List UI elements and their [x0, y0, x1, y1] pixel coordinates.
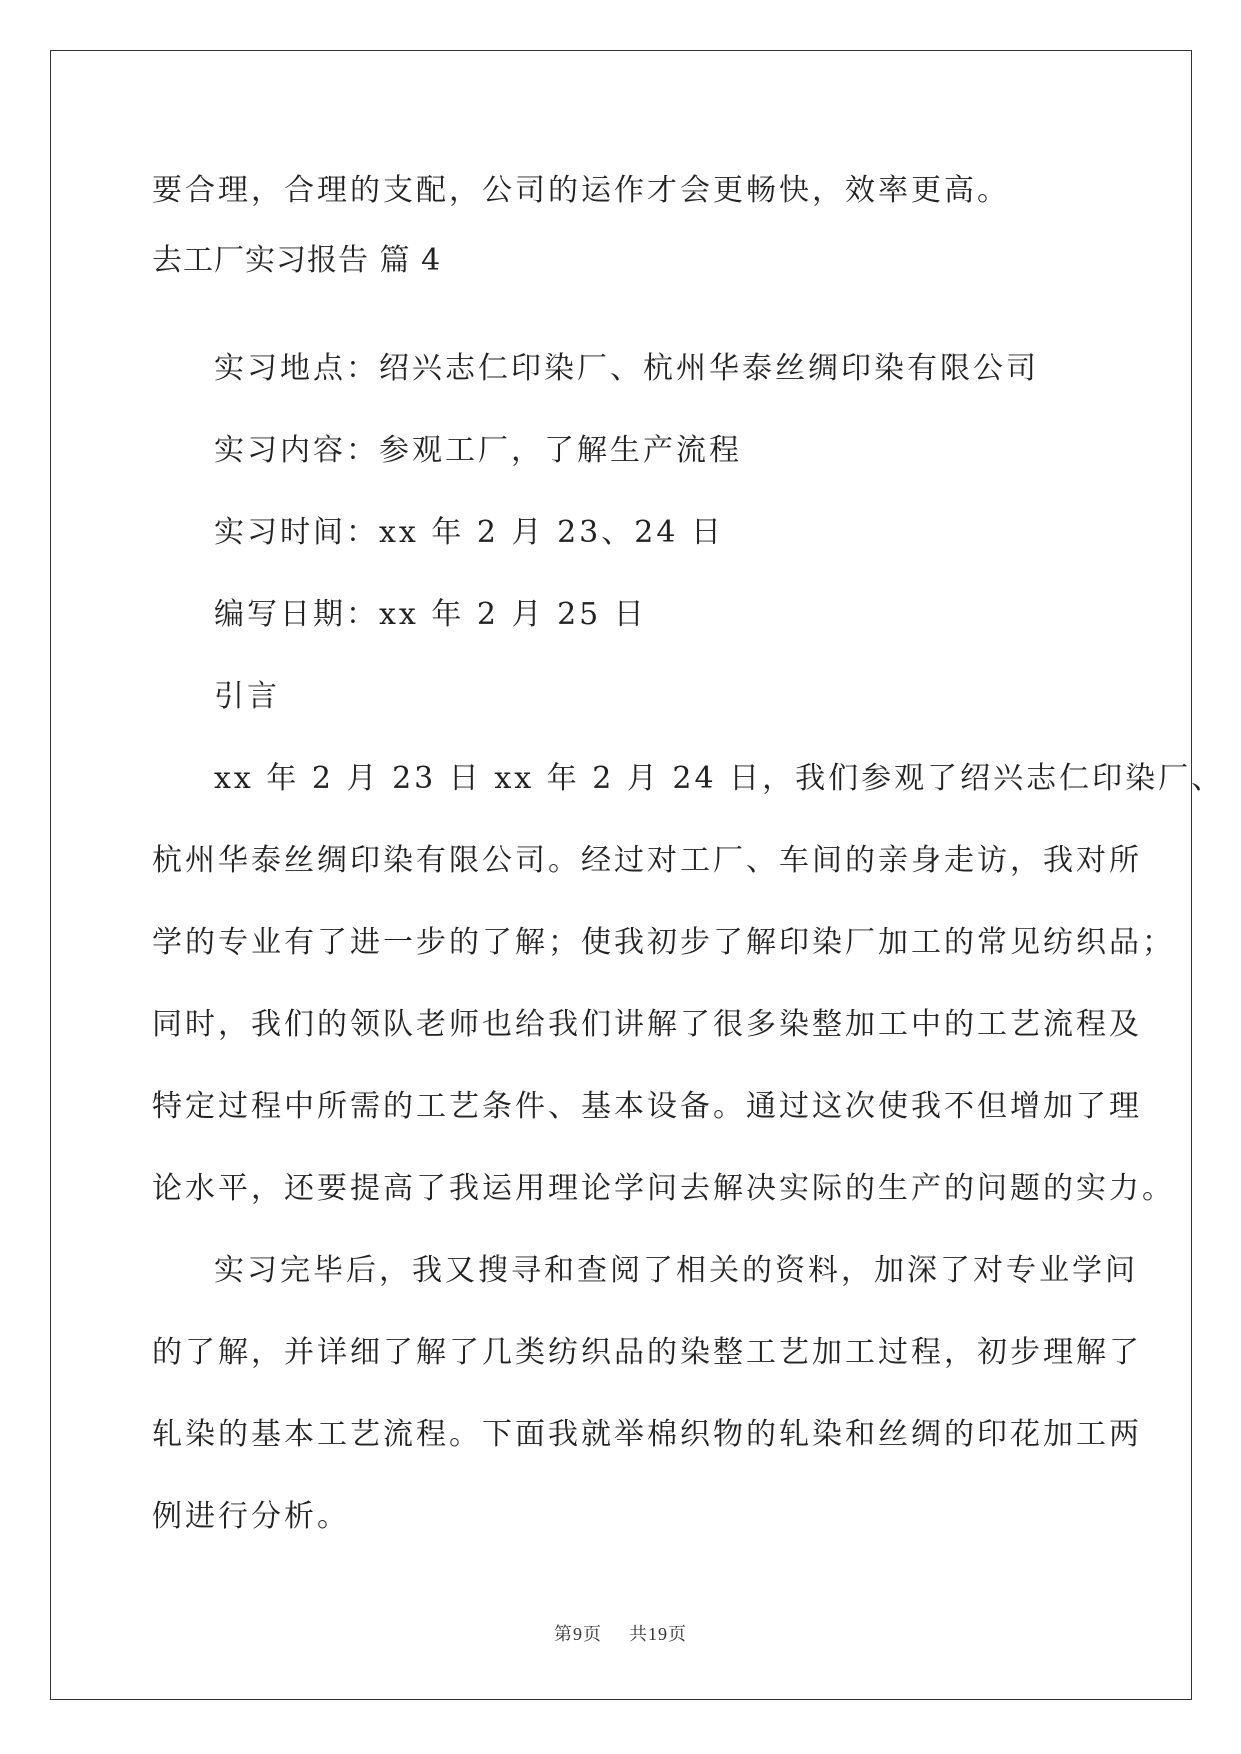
total-pages: 19: [647, 1624, 668, 1644]
document-body: [152, 160, 1225, 1558]
meta-content: 实习内容：参观工厂，了解生产流程: [214, 433, 742, 468]
page-prefix: 第: [554, 1624, 574, 1645]
paragraph-line: 杭州华泰丝绸印染有限公司。经过对工厂、车间的亲身走访，我对所: [152, 843, 1142, 878]
page-suffix: 页: [583, 1624, 603, 1645]
paragraph-line: 论水平，还要提高了我运用理论学问去解决实际的生产的问题的实力。: [152, 1171, 1175, 1206]
page-number: 9: [573, 1624, 584, 1644]
meta-date: 编写日期：xx 年 2 月 25 日: [214, 597, 647, 632]
paragraph-line: 特定过程中所需的工艺条件、基本设备。通过这次使我不但增加了理: [152, 1089, 1142, 1124]
paragraph-line: 的了解，并详细了解了几类纺织品的染整工艺加工过程，初步理解了: [152, 1335, 1142, 1370]
paragraph-line: 实习完毕后，我又搜寻和查阅了相关的资料，加深了对专业学问: [214, 1253, 1138, 1288]
paragraph-line: 轧染的基本工艺流程。下面我就举棉织物的轧染和丝绸的印花加工两: [152, 1417, 1142, 1452]
intro-heading: 引言: [214, 679, 280, 714]
meta-location: 实习地点：绍兴志仁印染厂、杭州华泰丝绸印染有限公司: [214, 351, 1039, 386]
total-suffix: 页: [667, 1624, 687, 1645]
continued-text-line: 要合理，合理的支配，公司的运作才会更畅快，效率更高。: [152, 173, 1010, 208]
paragraph-2: [152, 1230, 1142, 1558]
total-prefix: 共: [628, 1624, 648, 1645]
paragraph-1: [152, 738, 1225, 1230]
meta-time: 实习时间：xx 年 2 月 23、24 日: [214, 515, 724, 550]
page-footer: [0, 1620, 1241, 1646]
paragraph-line: 学的专业有了进一步的了解；使我初步了解印染厂加工的常见纺织品；: [152, 925, 1175, 960]
paragraph-line: 例进行分析。: [152, 1499, 350, 1534]
paragraph-line: xx 年 2 月 23 日 xx 年 2 月 24 日，我们参观了绍兴志仁印染厂、: [214, 761, 1225, 796]
paragraph-line: 同时，我们的领队老师也给我们讲解了很多染整加工中的工艺流程及: [152, 1007, 1142, 1042]
section-heading: 去工厂实习报告 篇 4: [152, 243, 442, 278]
